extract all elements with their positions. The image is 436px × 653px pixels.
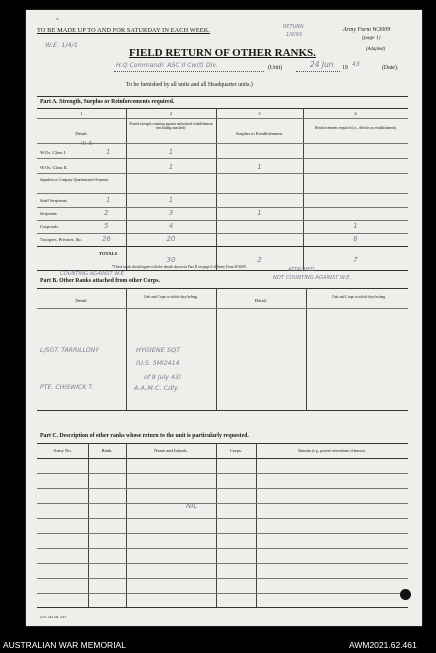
part-c-header-remarks: Remarks (e.g., present whereabouts if known).	[298, 449, 366, 453]
part-c-row-rule-4	[37, 518, 408, 519]
archive-footer	[0, 637, 436, 653]
row-posted-troopers: 20	[166, 235, 176, 243]
form-title: FIELD RETURN OF OTHER RANKS.	[129, 47, 316, 59]
row-rule-2	[37, 173, 408, 174]
print-reference: A.W. 244 Sht. 3/43	[40, 615, 67, 619]
col-number-1: 1	[80, 111, 83, 116]
handwritten-counting: COUNTING AGAINST W.E	[60, 271, 124, 277]
row-label-sjts: Serjeants	[40, 211, 57, 216]
row-we-sjts: 2	[104, 209, 109, 217]
part-a-table-top	[37, 108, 408, 109]
col-number-3: 3	[258, 111, 261, 116]
part-c-row-rule-2	[37, 488, 408, 489]
date-label: (Date).	[382, 65, 399, 71]
part-b-header-detail-1: Detail.	[75, 298, 88, 303]
handwritten-unit: H.Q Commandr. ASC II Cw(t) Div.	[116, 62, 218, 69]
part-c-col-divider-1	[88, 443, 89, 607]
totals-posted: 30	[166, 256, 176, 264]
row-posted-staff-sjts: 1	[168, 196, 174, 204]
part-c-row-rule-7	[37, 563, 408, 564]
handwritten-date: 24 Jun	[310, 60, 334, 69]
part-c-header-corps: Corps.	[229, 448, 243, 453]
part-a-heading: Part A. Strength, Surplus or Reinforcements required.	[40, 99, 175, 105]
part-c-row-rule-5	[37, 533, 408, 534]
part-b-row2-unit-line1: A.A.M.C. Cdly	[134, 384, 178, 392]
part-c-header-army-no: Army No.	[53, 448, 72, 453]
part-c-row-rule-3	[37, 503, 408, 504]
part-b-row1-unit-line1: HYGIENE SQT	[136, 346, 181, 354]
col-header-surplus: Surplus to Establishment.	[235, 131, 284, 136]
row-posted-wo2: 1	[168, 163, 174, 171]
part-c-row-rule-1	[37, 473, 408, 474]
handwritten-return: RETURN	[283, 24, 304, 30]
row-rule-1	[37, 158, 408, 159]
form-number: Army Form W.3009	[343, 27, 391, 33]
totals-label: TOTALS	[99, 251, 118, 256]
col-header-detail: Detail.	[75, 131, 88, 136]
row-label-troopers: Troopers, Privates, &c.	[40, 237, 83, 242]
date-line	[296, 71, 340, 72]
handwritten-return-date: 1/8/93	[286, 32, 303, 38]
row-we-cpls: 5	[104, 222, 109, 230]
row-we-troopers: 26	[102, 235, 111, 243]
row-reinf-cpls: 1	[353, 222, 358, 230]
row-surplus-sjts: 1	[257, 209, 262, 217]
punch-hole	[400, 589, 411, 600]
page-number: (page 1)	[362, 35, 381, 41]
handwritten-year: 43	[352, 61, 360, 68]
row-rule-4	[37, 207, 408, 208]
instruction-text: TO BE MADE UP TO AND FOR SATURDAY IN EACH WEEK.	[37, 27, 211, 34]
part-b-header-rule	[37, 308, 408, 309]
part-c-col-divider-2	[126, 443, 127, 607]
part-c-row-rule-9	[37, 593, 408, 594]
row-label-cpls: Corporals	[40, 224, 59, 229]
handwritten-top-mark: *	[56, 17, 59, 24]
totals-note: *These totals should agree with the details shown in Part D on page 2 of Army Form W.3009	[112, 265, 246, 269]
part-c-row-rule-8	[37, 578, 408, 579]
part-c-nil: NIL	[186, 502, 198, 510]
part-b-col-divider-1	[126, 288, 127, 410]
row-reinf-troopers: 6	[353, 235, 358, 243]
row-we-wo1: 1	[106, 148, 111, 156]
row-rule-6	[37, 233, 408, 234]
row-posted-sjts: 3	[168, 209, 174, 217]
row-label-staff-sjts: Staff Serjeants	[40, 198, 67, 203]
part-b-table-bottom	[37, 410, 408, 411]
part-b-col-divider-2	[216, 288, 217, 410]
row-we-staff-sjts: 1	[106, 196, 111, 204]
totals-surplus: 2	[257, 256, 262, 264]
part-c-header-rule	[37, 458, 408, 459]
row-posted-wo1: 1	[168, 148, 174, 156]
part-c-col-divider-3	[216, 443, 217, 607]
part-c-table-bottom	[37, 607, 408, 608]
part-a-top-rule	[37, 96, 408, 97]
adapted-label: (Adapted)	[366, 47, 386, 52]
row-rule-7	[37, 246, 408, 247]
year-prefix: 19	[342, 65, 348, 71]
row-label-wo1: W.Os. Class I.	[40, 150, 67, 155]
part-b-row1-unit-line2: (U.S. 5MI2414	[136, 360, 180, 367]
unit-label: (Unit)	[268, 65, 283, 71]
part-c-table-top	[37, 443, 408, 444]
handwritten-attached: ATTACHED	[288, 267, 315, 273]
part-b-row2-detail: PTE. CHISWICK T.	[40, 384, 94, 391]
totals-reinf: 7	[353, 256, 358, 264]
part-b-header-detail-2: Detail.	[254, 298, 268, 303]
col-number-2: 2	[169, 111, 173, 116]
furnished-note: To be furnished by all units and all Headquarter units.)	[126, 82, 253, 88]
header-bottom-rule	[37, 143, 408, 144]
part-b-header-unit-1: Unit and Corps to which they belong.	[144, 295, 198, 299]
row-posted-cpls: 4	[168, 222, 174, 230]
part-c-col-divider-4	[256, 443, 257, 607]
part-b-col-divider-3	[306, 288, 307, 410]
handwritten-we: W. E.	[81, 141, 94, 147]
row-surplus-wo2: 1	[257, 163, 262, 171]
col-header-reinforcements: Reinforcements required (i.e., deficits on establishment).	[315, 126, 397, 130]
part-b-header-unit-2: Unit and Corps to which they belong.	[332, 295, 386, 299]
document-sheet	[26, 10, 422, 626]
part-b-row1-detail: L/SGT. TARRILLONY	[40, 347, 100, 354]
footer-accession-number: AWM2021.62.461	[349, 640, 417, 650]
part-c-header-name: Name and Initials.	[154, 448, 188, 453]
unit-line	[114, 71, 264, 72]
row-rule-3	[37, 193, 408, 194]
handwritten-reference: W.E. 1/4/1	[45, 41, 78, 49]
row-label-cqms: Squadron or Company Quartermaster-Serjeants	[40, 178, 109, 182]
part-c-row-rule-6	[37, 548, 408, 549]
footer-institution: AUSTRALIAN WAR MEMORIAL	[3, 640, 126, 650]
row-label-wo2: W.Os. Class II.	[40, 165, 68, 170]
part-c-heading: Part C. Description of other ranks whose return to the unit is particularly requested.	[40, 433, 249, 439]
col-number-rule	[37, 118, 408, 119]
part-b-row1-unit-line3: of 8 July 43)	[144, 374, 182, 381]
part-b-table-top	[37, 288, 408, 289]
col-header-posted: Posted strength counting against authorized establishment (excluding attached).	[129, 122, 213, 131]
handwritten-not-counting: NOT COUNTING AGAINST W.E.	[273, 275, 352, 281]
part-b-heading: Part B. Other Ranks attached from other Corps.	[40, 278, 160, 284]
part-c-header-rank: Rank.	[101, 448, 113, 453]
col-number-4: 4	[354, 111, 357, 116]
row-rule-5	[37, 220, 408, 221]
